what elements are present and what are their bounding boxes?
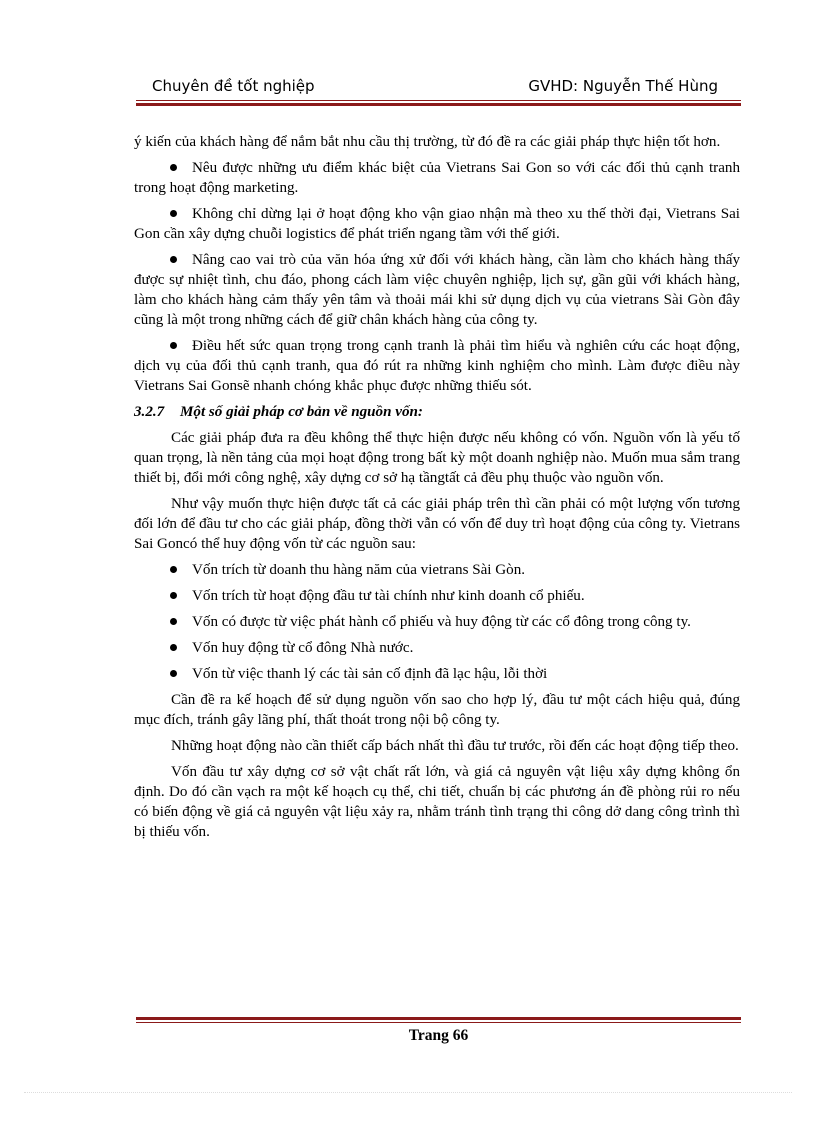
bullet-text: Điều hết sức quan trọng trong cạnh tranh là phải tìm hiểu và nghiên cứu các hoạt động, dịch vụ của đối thủ cạnh tranh, qua đó rút ra những kinh nghiệm cho mình. Làm được điều này Vietrans Sai Gonsẽ nhanh chóng khắc phục được những thiếu sót. — [134, 338, 740, 394]
bullet-icon — [170, 210, 177, 217]
bullet-icon — [170, 566, 177, 573]
header-rule — [136, 100, 741, 106]
paragraph: Những hoạt động nào cần thiết cấp bách nhất thì đầu tư trước, rồi đến các hoạt động tiếp theo. — [171, 738, 739, 754]
paragraph: ý kiến của khách hàng để nắm bắt nhu cầu thị trường, từ đó đề ra các giải pháp thực hiện tốt hơn. — [134, 134, 721, 150]
header-advisor: GVHD: Nguyễn Thế Hùng — [528, 77, 718, 95]
bullet-icon — [170, 618, 177, 625]
bullet-item — [134, 664, 740, 684]
bullet-item — [134, 158, 740, 198]
bullet-icon — [170, 670, 177, 677]
section-number: 3.2.7 — [134, 404, 165, 420]
bullet-text: Nâng cao vai trò của văn hóa ứng xử đối với khách hàng, cần làm cho khách hàng thấy được sự nhiệt tình, chu đáo, phong cách làm việc chuyên nghiệp, lịch sự, gần gũi với khách hàng, làm cho khách hàng cảm thấy yên tâm và thoải mái khi sử dụng dịch vụ của vietrans Sài Gòn đây cũng là một trong những cách để giữ chân khách hàng của công ty. — [134, 252, 740, 328]
bullet-item — [134, 204, 740, 244]
page-edge-divider — [24, 1092, 792, 1093]
bullet-icon — [170, 342, 177, 349]
paragraph: Vốn đầu tư xây dựng cơ sở vật chất rất lớn, và giá cả nguyên vật liệu xây dựng không ổn định. Do đó cần vạch ra một kế hoạch cụ thể, chi tiết, chuẩn bị các phương án đề phòng rủi ro nếu có biến động về giá cả nguyên vật liệu xảy ra, nhằm tránh tình trạng thi công dở dang công trình thì bị thiếu vốn. — [134, 764, 740, 840]
bullet-text: Vốn có được từ việc phát hành cổ phiếu và huy động từ các cổ đông trong công ty. — [192, 614, 691, 630]
header-title: Chuyên đề tốt nghiệp — [152, 77, 315, 95]
paragraph: Các giải pháp đưa ra đều không thể thực hiện được nếu không có vốn. Nguồn vốn là yếu tố quan trọng, là nền tảng của mọi hoạt động trong bất kỳ một doanh nghiệp nào. Muốn mua sắm trang thiết bị, đổi mới công nghệ, xây dựng cơ sở hạ tầngtất cả đều phụ thuộc vào nguồn vốn. — [134, 430, 740, 486]
bullet-item — [134, 638, 740, 658]
section-heading — [134, 402, 740, 422]
bullet-item — [134, 336, 740, 396]
bullet-text: Vốn trích từ doanh thu hàng năm của vietrans Sài Gòn. — [192, 562, 526, 578]
bullet-text: Không chỉ dừng lại ở hoạt động kho vận giao nhận mà theo xu thế thời đại, Vietrans Sai Gon cần xây dựng chuỗi logistics để phát triển ngang tầm với thế giới. — [134, 206, 740, 242]
bullet-item — [134, 586, 740, 606]
page-header — [138, 74, 740, 98]
bullet-icon — [170, 256, 177, 263]
bullet-item — [134, 560, 740, 580]
section-title: Một số giải pháp cơ bản về nguồn vốn: — [180, 404, 423, 420]
paragraph: Cần đề ra kế hoạch để sử dụng nguồn vốn sao cho hợp lý, đầu tư một cách hiệu quả, đúng mục đích, tránh gây lãng phí, thất thoát trong nội bộ công ty. — [134, 692, 740, 728]
bullet-icon — [170, 592, 177, 599]
page-number: Trang 66 — [408, 1027, 469, 1044]
bullet-item — [134, 612, 740, 632]
page-body — [134, 132, 740, 848]
bullet-text: Vốn huy động từ cổ đông Nhà nước. — [192, 640, 414, 656]
bullet-item — [134, 250, 740, 330]
footer-rule — [136, 1017, 741, 1023]
bullet-icon — [170, 164, 177, 171]
bullet-text: Vốn trích từ hoạt động đầu tư tài chính như kinh doanh cổ phiếu. — [192, 588, 585, 604]
paragraph: Như vậy muốn thực hiện được tất cả các giải pháp trên thì cần phải có một lượng vốn tương đối lớn để đầu tư cho các giải pháp, đồng thời vẫn có vốn để duy trì hoạt động của công ty. Vietrans Sai Goncó thể huy động vốn từ các nguồn sau: — [134, 496, 740, 552]
bullet-text: Nêu được những ưu điểm khác biệt của Vietrans Sai Gon so với các đối thủ cạnh tranh trong hoạt động marketing. — [134, 160, 740, 196]
bullet-icon — [170, 644, 177, 651]
bullet-text: Vốn từ việc thanh lý các tài sản cố định đã lạc hậu, lỗi thời — [192, 666, 548, 682]
